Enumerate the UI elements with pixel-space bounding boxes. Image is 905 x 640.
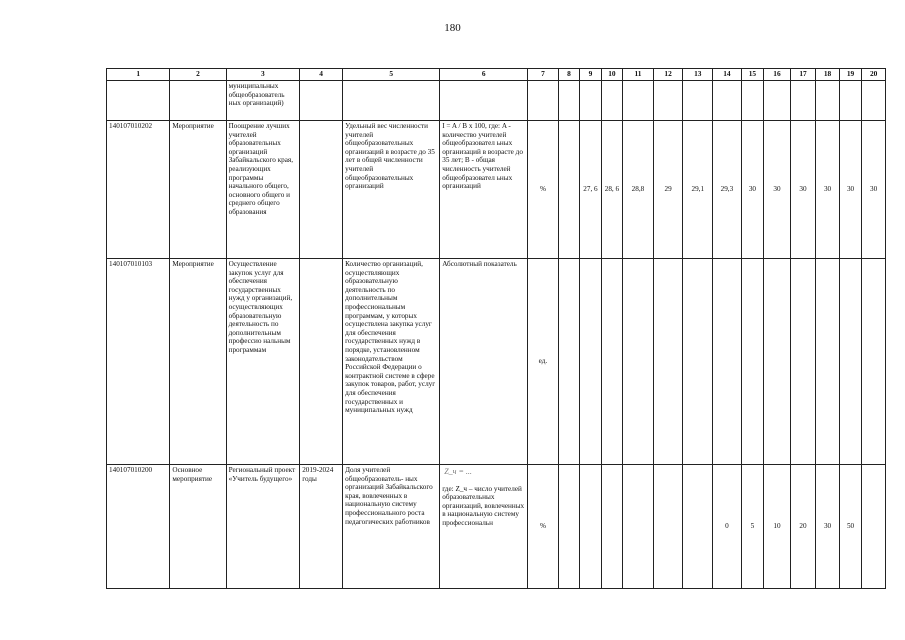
formula-image: Z_ч = ... [444,467,472,476]
period-cell [300,259,343,465]
continuation-row [107,81,886,121]
unit-cell: ед. [528,259,559,465]
table-row [107,121,886,259]
header-cell: 7 [528,69,559,81]
unit-cell: % [528,121,559,259]
period-cell: 2019-2024 годы [300,465,343,589]
value-cell: 30 [741,121,763,259]
formula-cell: I = A / B x 100, где: A - количество учителей общеобразовател ьных организаций в возрасте до 35 лет; B - общая численность учителей общеобразовател ьных организаций [440,121,528,259]
header-cell: 17 [790,69,816,81]
header-cell: 5 [343,69,440,81]
value-cell: 29,3 [713,121,742,259]
value-cell: 30 [816,121,840,259]
value-cell: 29,1 [683,121,713,259]
header-cell: 19 [839,69,861,81]
value-cell: 30 [839,121,861,259]
period-cell [300,121,343,259]
header-cell: 11 [623,69,654,81]
value-cell: 28, 6 [601,121,622,259]
header-cell: 10 [601,69,622,81]
code-cell: 140107010202 [107,121,170,259]
continued-name-cell: муниципальных общеобразователь ных организаций) [226,81,300,121]
value-cell: 5 [741,465,763,589]
name-cell: Региональный проект «Учитель будущего» [226,465,300,589]
header-cell: 9 [580,69,601,81]
indicator-cell: Удельный вес численности учителей общеобразовательных организаций в возрасте до 35 лет в общей численности учителей общеобразовательных организаций [343,121,440,259]
type-cell: Основное мероприятие [170,465,226,589]
code-cell: 140107010103 [107,259,170,465]
indicator-cell: Доля учителей общеобразователь- ных организаций Забайкальского края, вовлеченных в национальную систему профессионального роста педагогических работников [343,465,440,589]
formula-cell: Абсолютный показатель [440,259,528,465]
formula-cell [440,465,528,589]
indicators-table [106,68,886,589]
type-cell: Мероприятие [170,259,226,465]
header-cell: 20 [862,69,886,81]
name-cell: Поощрение лучших учителей образовательных организаций Забайкальского края, реализующих программы начального общего, основного общего и среднего общего образования [226,121,300,259]
value-cell: 29 [653,121,683,259]
value-cell: 30 [862,121,886,259]
header-cell: 6 [440,69,528,81]
value-cell: 27, 6 [580,121,601,259]
unit-cell: % [528,465,559,589]
indicator-cell: Количество организаций, осуществляющих образовательную деятельность по дополнительным профессиональным программам, у которых осуществлена закупка услуг для обеспечения государственных нужд в порядке, установленном законодательством Российской Федерации о контрактной системе в сфере закупок товаров, работ, услуг для обеспечения государственных и муниципальных нужд [343,259,440,465]
formula-text: где: Z_ч – число учителей образовательных организаций, вовлеченных в национальную систему профессиональн [442,484,525,527]
header-cell: 2 [170,69,226,81]
header-cell: 15 [741,69,763,81]
header-cell: 4 [300,69,343,81]
header-row [107,69,886,81]
header-cell: 1 [107,69,170,81]
value-cell: 10 [764,465,791,589]
header-cell: 8 [558,69,579,81]
header-cell: 3 [226,69,300,81]
value-cell: 0 [713,465,742,589]
value-cell: 20 [790,465,816,589]
value-cell [558,121,579,259]
name-cell: Осуществление закупок услуг для обеспечения государственных нужд у организаций, осуществляющих образовательную деятельность по дополнительным профессио нальным программам [226,259,300,465]
table-row [107,259,886,465]
header-cell: 13 [683,69,713,81]
value-cell: 50 [839,465,861,589]
header-cell: 14 [713,69,742,81]
value-cell: 30 [816,465,840,589]
code-cell: 140107010200 [107,465,170,589]
value-cell: 30 [790,121,816,259]
value-cell: 30 [764,121,791,259]
type-cell: Мероприятие [170,121,226,259]
header-cell: 12 [653,69,683,81]
header-cell: 16 [764,69,791,81]
page-number: 180 [444,22,461,34]
header-cell: 18 [816,69,840,81]
value-cell: 28,8 [623,121,654,259]
table-row [107,465,886,589]
